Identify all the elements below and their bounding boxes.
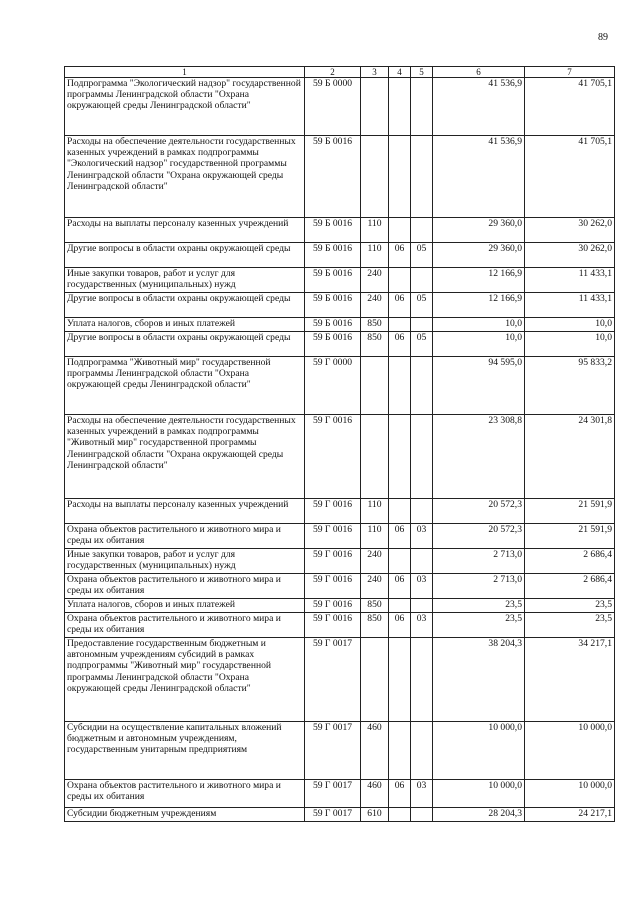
row-name: Другие вопросы в области охраны окружающей среды: [65, 243, 305, 268]
row-expense-type: 110: [361, 499, 389, 524]
row-expense-type: 110: [361, 218, 389, 243]
row-code: 59 Г 0017: [305, 780, 361, 808]
row-name: Другие вопросы в области охраны окружающей среды: [65, 293, 305, 318]
row-code: 59 Г 0016: [305, 524, 361, 549]
row-section: [389, 638, 411, 722]
table-row: [65, 613, 615, 638]
row-name: Подпрограмма "Экологический надзор" государственной программы Ленинградской области "Охрана окружающей среды Ленинградской области": [65, 78, 305, 136]
row-name: Другие вопросы в области охраны окружающей среды: [65, 332, 305, 357]
row-expense-type: [361, 415, 389, 499]
row-expense-type: 850: [361, 332, 389, 357]
row-subsection: [411, 268, 433, 293]
row-section: [389, 78, 411, 136]
row-amount-2: 24 217,1: [525, 808, 615, 822]
row-subsection: [411, 599, 433, 613]
row-subsection: [411, 218, 433, 243]
row-subsection: [411, 78, 433, 136]
row-amount-1: 29 360,0: [433, 218, 525, 243]
row-code: 59 Б 0000: [305, 78, 361, 136]
row-amount-1: 10,0: [433, 318, 525, 332]
table-row: [65, 136, 615, 218]
row-subsection: [411, 499, 433, 524]
row-name: Расходы на обеспечение деятельности государственных казенных учреждений в рамках подпрограммы "Экологический надзор" государственной программы Ленинградской области "Охрана окружающей среды Ленинградской области": [65, 136, 305, 218]
row-subsection: 03: [411, 613, 433, 638]
page-number: 89: [598, 32, 608, 43]
row-subsection: [411, 318, 433, 332]
table-row: [65, 78, 615, 136]
row-subsection: [411, 808, 433, 822]
row-section: 06: [389, 243, 411, 268]
row-expense-type: 850: [361, 318, 389, 332]
row-code: 59 Г 0016: [305, 415, 361, 499]
row-expense-type: [361, 638, 389, 722]
row-section: 06: [389, 524, 411, 549]
row-amount-1: 10 000,0: [433, 780, 525, 808]
column-header: 7: [525, 67, 615, 78]
row-code: 59 Г 0016: [305, 574, 361, 599]
row-code: 59 Г 0017: [305, 722, 361, 780]
table-row: [65, 243, 615, 268]
column-header: 2: [305, 67, 361, 78]
row-amount-1: 28 204,3: [433, 808, 525, 822]
row-expense-type: 240: [361, 293, 389, 318]
table-row: [65, 549, 615, 574]
row-name: Расходы на выплаты персоналу казенных учреждений: [65, 499, 305, 524]
row-expense-type: 610: [361, 808, 389, 822]
row-section: [389, 549, 411, 574]
row-amount-2: 41 705,1: [525, 136, 615, 218]
row-code: 59 Г 0017: [305, 638, 361, 722]
row-amount-2: 21 591,9: [525, 524, 615, 549]
row-name: Уплата налогов, сборов и иных платежей: [65, 599, 305, 613]
row-amount-2: 41 705,1: [525, 78, 615, 136]
row-subsection: [411, 136, 433, 218]
row-amount-1: 10 000,0: [433, 722, 525, 780]
row-expense-type: 110: [361, 524, 389, 549]
table-row: [65, 722, 615, 780]
row-name: Охрана объектов растительного и животного мира и среды их обитания: [65, 524, 305, 549]
row-amount-2: 21 591,9: [525, 499, 615, 524]
row-section: [389, 499, 411, 524]
row-amount-1: 2 713,0: [433, 549, 525, 574]
row-section: [389, 599, 411, 613]
row-section: 06: [389, 780, 411, 808]
row-amount-1: 23,5: [433, 613, 525, 638]
row-amount-2: 95 833,2: [525, 357, 615, 415]
row-section: [389, 808, 411, 822]
row-section: [389, 136, 411, 218]
column-header: 3: [361, 67, 389, 78]
row-expense-type: 240: [361, 574, 389, 599]
row-subsection: 05: [411, 293, 433, 318]
row-amount-1: 23 308,8: [433, 415, 525, 499]
row-subsection: 03: [411, 524, 433, 549]
column-header: 4: [389, 67, 411, 78]
row-section: 06: [389, 293, 411, 318]
table-row: [65, 808, 615, 822]
row-name: Охрана объектов растительного и животного мира и среды их обитания: [65, 574, 305, 599]
row-expense-type: [361, 357, 389, 415]
row-expense-type: 110: [361, 243, 389, 268]
row-section: 06: [389, 613, 411, 638]
table-row: [65, 574, 615, 599]
row-amount-1: 29 360,0: [433, 243, 525, 268]
row-code: 59 Б 0016: [305, 293, 361, 318]
row-amount-2: 10 000,0: [525, 722, 615, 780]
row-amount-2: 11 433,1: [525, 268, 615, 293]
column-header: 6: [433, 67, 525, 78]
row-expense-type: [361, 78, 389, 136]
table-row: [65, 318, 615, 332]
row-amount-1: 23,5: [433, 599, 525, 613]
row-section: [389, 722, 411, 780]
table-row: [65, 415, 615, 499]
row-section: [389, 415, 411, 499]
row-amount-2: 34 217,1: [525, 638, 615, 722]
table-row: [65, 599, 615, 613]
budget-table: [64, 66, 615, 822]
table-row: [65, 293, 615, 318]
row-name: Иные закупки товаров, работ и услуг для государственных (муниципальных) нужд: [65, 268, 305, 293]
row-section: 06: [389, 574, 411, 599]
row-code: 59 Г 0017: [305, 808, 361, 822]
row-amount-1: 41 536,9: [433, 78, 525, 136]
row-name: Охрана объектов растительного и животного мира и среды их обитания: [65, 613, 305, 638]
table-row: [65, 218, 615, 243]
table-row: [65, 332, 615, 357]
row-amount-1: 2 713,0: [433, 574, 525, 599]
row-expense-type: 460: [361, 722, 389, 780]
row-section: [389, 268, 411, 293]
row-code: 59 Г 0016: [305, 499, 361, 524]
row-amount-2: 30 262,0: [525, 218, 615, 243]
row-amount-2: 2 686,4: [525, 574, 615, 599]
row-code: 59 Б 0016: [305, 332, 361, 357]
row-expense-type: 460: [361, 780, 389, 808]
row-amount-2: 2 686,4: [525, 549, 615, 574]
table-row: [65, 268, 615, 293]
row-name: Субсидии на осуществление капитальных вложений бюджетным и автономным учреждениям, государственным унитарным предприятиям: [65, 722, 305, 780]
row-amount-1: 41 536,9: [433, 136, 525, 218]
row-code: 59 Б 0016: [305, 136, 361, 218]
row-code: 59 Г 0016: [305, 599, 361, 613]
row-subsection: [411, 638, 433, 722]
row-code: 59 Г 0000: [305, 357, 361, 415]
row-amount-2: 23,5: [525, 599, 615, 613]
row-amount-2: 10 000,0: [525, 780, 615, 808]
row-subsection: [411, 549, 433, 574]
table-header-row: [65, 67, 615, 78]
column-header: 5: [411, 67, 433, 78]
row-expense-type: 850: [361, 599, 389, 613]
row-expense-type: 240: [361, 549, 389, 574]
row-expense-type: 240: [361, 268, 389, 293]
row-amount-1: 38 204,3: [433, 638, 525, 722]
row-code: 59 Б 0016: [305, 318, 361, 332]
row-name: Охрана объектов растительного и животного мира и среды их обитания: [65, 780, 305, 808]
row-code: 59 Г 0016: [305, 613, 361, 638]
table-row: [65, 499, 615, 524]
row-subsection: 05: [411, 332, 433, 357]
row-subsection: 05: [411, 243, 433, 268]
row-expense-type: 850: [361, 613, 389, 638]
table-row: [65, 524, 615, 549]
row-section: [389, 218, 411, 243]
table-row: [65, 357, 615, 415]
row-code: 59 Г 0016: [305, 549, 361, 574]
row-subsection: [411, 415, 433, 499]
row-amount-1: 94 595,0: [433, 357, 525, 415]
row-name: Субсидии бюджетным учреждениям: [65, 808, 305, 822]
row-subsection: [411, 357, 433, 415]
table-row: [65, 638, 615, 722]
row-amount-1: 20 572,3: [433, 499, 525, 524]
table-row: [65, 780, 615, 808]
row-amount-1: 12 166,9: [433, 293, 525, 318]
row-section: 06: [389, 332, 411, 357]
row-amount-2: 11 433,1: [525, 293, 615, 318]
column-header: 1: [65, 67, 305, 78]
row-amount-2: 10,0: [525, 332, 615, 357]
row-code: 59 Б 0016: [305, 218, 361, 243]
row-amount-1: 20 572,3: [433, 524, 525, 549]
row-subsection: [411, 722, 433, 780]
row-name: Предоставление государственным бюджетным и автономным учреждениям субсидий в рамках подпрограммы "Животный мир" государственной программы Ленинградской области "Охрана окружающей среды Ленинградской области": [65, 638, 305, 722]
row-name: Уплата налогов, сборов и иных платежей: [65, 318, 305, 332]
row-amount-1: 12 166,9: [433, 268, 525, 293]
row-amount-2: 30 262,0: [525, 243, 615, 268]
row-name: Подпрограмма "Животный мир" государственной программы Ленинградской области "Охрана окружающей среды Ленинградской области": [65, 357, 305, 415]
row-subsection: 03: [411, 574, 433, 599]
row-amount-2: 23,5: [525, 613, 615, 638]
row-code: 59 Б 0016: [305, 268, 361, 293]
row-expense-type: [361, 136, 389, 218]
row-section: [389, 318, 411, 332]
row-amount-1: 10,0: [433, 332, 525, 357]
row-amount-2: 10,0: [525, 318, 615, 332]
row-section: [389, 357, 411, 415]
row-name: Расходы на обеспечение деятельности государственных казенных учреждений в рамках подпрограммы "Животный мир" государственной программы Ленинградской области "Охрана окружающей среды Ленинградской области": [65, 415, 305, 499]
row-name: Иные закупки товаров, работ и услуг для государственных (муниципальных) нужд: [65, 549, 305, 574]
row-name: Расходы на выплаты персоналу казенных учреждений: [65, 218, 305, 243]
row-amount-2: 24 301,8: [525, 415, 615, 499]
row-subsection: 03: [411, 780, 433, 808]
row-code: 59 Б 0016: [305, 243, 361, 268]
